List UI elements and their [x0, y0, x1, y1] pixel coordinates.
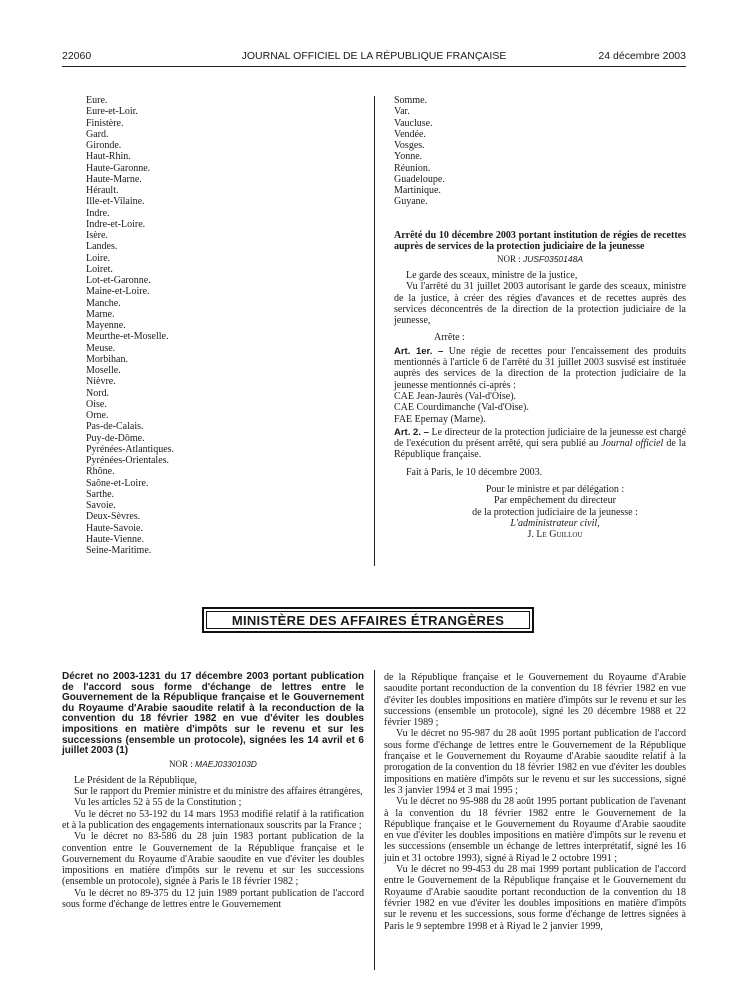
department-item: Haute-Vienne. — [86, 533, 144, 545]
department-item: Mayenne. — [86, 320, 126, 331]
department-item: Indre-et-Loire. — [86, 218, 146, 230]
article-2-label: Art. 2. – — [394, 426, 429, 438]
journal-title: JOURNAL OFFICIEL DE LA RÉPUBLIQUE FRANÇAISE — [241, 50, 507, 62]
department-item: Morbihan. — [86, 353, 128, 365]
article-2 — [394, 427, 686, 461]
department-item: Savoie. — [86, 500, 116, 511]
decret-paragraph: Vu le décret no 99-453 du 28 mai 1999 portant publication de l'accord entre le Gouvernement de la République française et le Gouvernement du Royaume d'Arabie saoudite portant reconduction de la convention du 18 février 1982 en vue d'éviter les doubles impositions en matière d'impôts sur le revenu et les successions, sous forme d'échange de lettres signées à Paris le 9 septembre 1998 et à Riyad le 2 janvier 1999, — [384, 864, 686, 932]
department-item: Vaucluse. — [394, 117, 433, 129]
decret-paragraph: Vu le décret no 95-987 du 28 août 1995 portant publication de l'accord sous forme d'échange de lettres entre le Gouvernement de la République française et le Gouvernement du Royaume d'Arabie saoudite relatif à la prorogation de la convention du 18 février 1982 en vue d'éviter les doubles impositions en matière d'impôts sur le revenu et sur les successions, signé les 3 janvier 1994 et 3 mai 1995 ; — [384, 728, 686, 796]
department-item: Orne. — [86, 410, 109, 421]
department-item: Hérault. — [86, 185, 119, 196]
article-1-label: Art. 1er. – — [394, 345, 444, 357]
department-item: Puy-de-Dôme. — [86, 432, 145, 444]
decret-paragraph: Le Président de la République, — [74, 774, 198, 786]
department-item: Gard. — [86, 128, 109, 140]
department-item: Var. — [394, 106, 410, 118]
department-item: Eure-et-Loir. — [86, 106, 138, 118]
department-item: Pyrénées-Atlantiques. — [86, 443, 175, 455]
department-item: Nièvre. — [86, 376, 116, 388]
header-rule — [62, 66, 686, 67]
ministry-title: MINISTÈRE DES AFFAIRES ÉTRANGÈRES — [206, 611, 530, 629]
decret-paragraph: Vu le décret no 95-988 du 28 août 1995 portant publication de l'avenant à la convention du 18 février 1982 entre le Gouvernement de la République française et le Gouvernement du Royaume d'Arabie saoudite en vue d'éviter les doubles impositions en matière d'impôts sur le revenu et les successions (ensemble un échange de lettres interprétatif, signé les 16 juin et 31 octobre 1993), signé à Riyad le 2 octobre 1991 ; — [384, 796, 686, 864]
decret-paragraph: Vu les articles 52 à 55 de la Constitution ; — [74, 797, 242, 809]
department-item: Nord. — [86, 387, 110, 399]
issue-date: 24 décembre 2003 — [598, 50, 686, 62]
signature-line-2: Par empêchement du directeur — [494, 495, 616, 507]
article-2-text-a: Le directeur de la protection judiciaire de la jeunesse est chargé de l'exécution du présent arrêté, qui sera publié au — [394, 426, 687, 450]
department-item: Maine-et-Loire. — [86, 286, 150, 298]
department-item: Vendée. — [394, 128, 426, 140]
nor-code: MAEJ0330103D — [195, 758, 257, 769]
department-item: Réunion. — [394, 162, 431, 174]
arrete-block — [394, 231, 686, 541]
page-number: 22060 — [62, 50, 92, 62]
signature-line-3: de la protection judiciaire de la jeunesse : — [472, 506, 638, 518]
decret-paragraph: Vu le décret no 53-192 du 14 mars 1953 modifié relatif à la ratification et à la publication des engagements internationaux souscrits par la France ; — [62, 808, 364, 831]
department-item: Haute-Marne. — [86, 173, 142, 185]
service-item: CAE Courdimanche (Val-d'Oise). — [394, 402, 529, 414]
signature-line-4: L'administrateur civil, — [510, 517, 600, 529]
department-item: Oise. — [86, 398, 107, 410]
article-2-text-b: de la République française. — [394, 438, 686, 461]
department-item: Seine-Maritime. — [86, 545, 152, 556]
department-item: Meurthe-et-Moselle. — [86, 331, 169, 343]
department-item: Martinique. — [394, 185, 441, 196]
department-item: Isère. — [86, 230, 108, 241]
department-item: Loire. — [86, 252, 111, 264]
arrete-nor — [394, 254, 686, 264]
article-2-journal: Journal officiel — [601, 438, 664, 450]
department-item: Indre. — [86, 207, 110, 219]
signature-line-1: Pour le ministre et par délégation : — [485, 484, 625, 496]
nor-code: JUSF0350148A — [523, 254, 584, 264]
fait-line: Fait à Paris, le 10 décembre 2003. — [406, 466, 543, 478]
department-item: Eure. — [86, 95, 108, 106]
department-item: Rhône. — [86, 466, 115, 478]
column-divider-lower — [374, 670, 375, 970]
decret-left-paragraphs — [62, 775, 364, 911]
department-item: Haute-Savoie. — [86, 522, 143, 534]
department-item: Haut-Rhin. — [86, 151, 131, 163]
arrete-para-2: Vu l'arrêté du 31 juillet 2003 autorisant le garde des sceaux, ministre de la justice, à créer des régies d'avances et de recettes auprès des services déconcentrés de la direction de la protection judiciaire de la jeunesse, — [394, 281, 686, 327]
signature-block — [394, 484, 686, 540]
decret-paragraph: Sur le rapport du Premier ministre et du ministre des affaires étrangères, — [74, 786, 363, 798]
decret-right-paragraphs — [384, 672, 686, 932]
decret-paragraph: Vu le décret no 83-586 du 28 juin 1983 portant publication de la convention entre le Gouvernement de la République française et le Gouvernement du Royaume d'Arabie saoudite en vue d'éviter les doubles impositions en matière d'impôts sur le revenu et sur les successions (ensemble un protocole), signée à Paris le 18 février 1982 ; — [62, 831, 364, 888]
arrete-word: Arrête : — [434, 332, 465, 344]
department-item: Gironde. — [86, 140, 122, 151]
decret-left-column — [62, 672, 364, 910]
department-item: Lot-et-Garonne. — [86, 275, 151, 286]
ministry-banner — [202, 607, 534, 633]
department-item: Yonne. — [394, 151, 423, 163]
decret-nor — [62, 759, 364, 769]
department-item: Guyane. — [394, 196, 428, 208]
department-item: Guadeloupe. — [394, 173, 445, 185]
left-department-list — [86, 95, 174, 556]
department-item: Pyrénées-Orientales. — [86, 455, 170, 466]
arrete-para-1: Le garde des sceaux, ministre de la justice, — [406, 270, 578, 281]
department-item: Sarthe. — [86, 488, 115, 500]
department-item: Haute-Garonne. — [86, 162, 151, 174]
department-item: Manche. — [86, 297, 121, 309]
service-item: CAE Jean-Jaurès (Val-d'Oise). — [394, 390, 517, 402]
right-department-list — [394, 95, 445, 208]
department-item: Pas-de-Calais. — [86, 421, 144, 433]
department-item: Saône-et-Loire. — [86, 477, 149, 489]
decret-title: Décret no 2003-1231 du 17 décembre 2003 portant publication de l'accord sous forme d'échange de lettres entre le Gouvernement de la République française et le Gouvernement du Royaume d'Arabie saoudite relatif à la reconduction de la convention du 18 février 1982 en vue d'éviter les doubles impositions en matière d'impôts sur le revenu et sur les successions (ensemble un protocole), signées les 14 avril et 6 juillet 2003 (1) — [62, 671, 364, 757]
department-item: Moselle. — [86, 365, 121, 376]
article-1-text: Une régie de recettes pour l'encaissement des produits mentionnés à l'article 6 de l'arrêté du 31 juillet 2003 susvisé est instituée auprès des services de la direction de la protection judiciaire de la jeunesse mentionnés ci-après : — [394, 345, 686, 391]
nor-label: NOR : — [169, 758, 193, 769]
services-list — [394, 391, 686, 425]
department-item: Landes. — [86, 241, 118, 253]
department-item: Vosges. — [394, 140, 425, 151]
article-1 — [394, 346, 686, 391]
decret-paragraph: de la République française et le Gouvernement du Royaume d'Arabie saoudite portant reconduction de la convention du 18 février 1982 en vue d'éviter les doubles impositions en matière d'impôts sur le revenu et sur les successions (ensemble un protocole), signé les 20 décembre 1988 et 22 février 1989 ; — [384, 672, 686, 729]
department-item: Somme. — [394, 95, 428, 106]
department-item: Finistère. — [86, 117, 124, 129]
nor-label: NOR : — [496, 254, 521, 264]
column-divider — [374, 96, 375, 566]
arrete-title: Arrêté du 10 décembre 2003 portant institution de régies de recettes auprès de services de la protection judiciaire de la jeunesse — [394, 230, 686, 252]
department-item: Ille-et-Vilaine. — [86, 196, 145, 208]
department-item: Deux-Sèvres. — [86, 511, 141, 523]
department-item: Loiret. — [86, 263, 113, 275]
department-item: Meuse. — [86, 342, 116, 354]
signatory-name: J. Le Guillou — [527, 529, 583, 541]
service-item: FAE Epernay (Marne). — [394, 413, 486, 425]
department-item: Marne. — [86, 308, 115, 320]
decret-paragraph: Vu le décret no 89-375 du 12 juin 1989 portant publication de l'accord sous forme d'échange de lettres entre le Gouvernement — [62, 887, 364, 911]
decret-right-column — [384, 672, 686, 932]
